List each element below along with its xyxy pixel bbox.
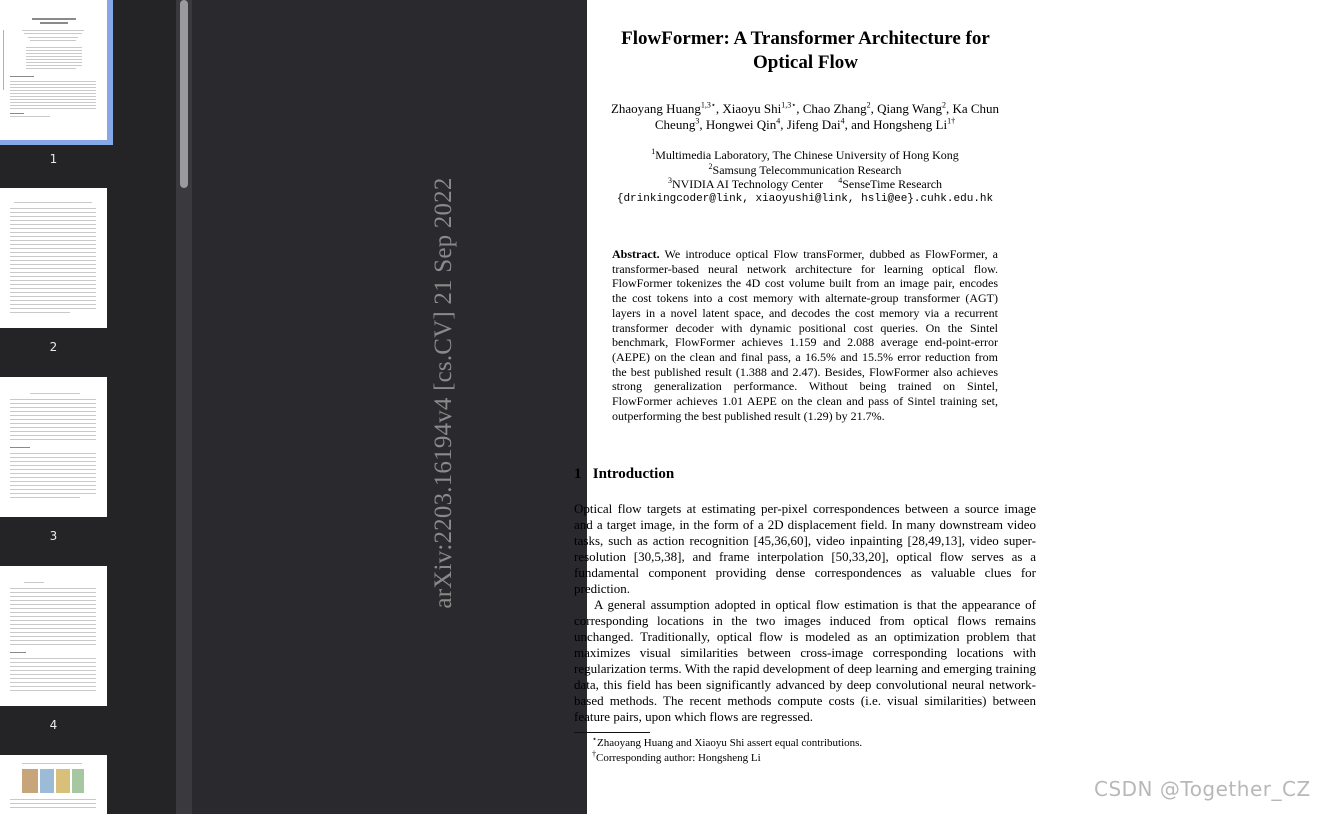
thumbnail-number: 2: [49, 340, 58, 354]
section-heading: 1 Introduction: [574, 466, 675, 482]
csdn-watermark: CSDN @Together_CZ: [1094, 777, 1311, 801]
thumbnail-2[interactable]: [0, 188, 113, 368]
abstract-label: Abstract.: [612, 247, 660, 261]
thumbnail-1[interactable]: [0, 0, 113, 170]
thumbnail-page-image: [0, 755, 107, 814]
thumbnail-page-image: [0, 188, 107, 328]
thumbnail-number: 1: [49, 152, 58, 166]
thumbnail-page-image: [0, 0, 107, 140]
paper-title: [583, 27, 1028, 75]
arxiv-stamp-text: arXiv:2203.16194v4 [cs.CV] 21 Sep 2022: [430, 177, 457, 609]
abstract: [612, 247, 998, 423]
affiliation-1: $^1$Multimedia Laboratory, The Chinese University of Hong Kong: [651, 147, 959, 162]
authors-line-2: Cheung$^3$, Hongwei Qin$^4$, Jifeng Dai$^4$, and Hongsheng $Li^{1\dagger}$: [654, 116, 956, 132]
affiliation-3-4: $^3$NVIDIA AI Technology Center $^4$SenseTime Research: [667, 176, 943, 191]
title-line-2: Optical Flow: [752, 52, 859, 73]
affiliations: [565, 148, 1045, 206]
authors-line-1: Zhaoyang Huang$^{1,3⋆}$, Xiaoyu Shi$^{1,3⋆}$, Chao Zhang$^2$, Qiang Wang$^2$, Ka Chun: [610, 100, 1000, 116]
thumbnail-page-image: [0, 566, 107, 706]
thumbnail-3[interactable]: [0, 377, 113, 557]
thumbnail-sidebar: [0, 0, 176, 814]
thumbnail-4[interactable]: [0, 566, 113, 746]
intro-paragraph-1: Optical flow targets at estimating per-pixel correspondences between a source image and a target image, in the form of a 2D displacement field. In many downstream video tasks, such as action recognition [45,36,60], video inpainting [28,49,13], video super-resolution [30,5,38], and frame interpolation [50,33,20], optical flow serves as a fundamental component providing dense correspondences as valuable clues for prediction.: [574, 501, 1036, 596]
sidebar-scroll-thumb[interactable]: [180, 0, 188, 188]
thumbnail-number: 4: [49, 718, 58, 732]
footnote-2: †Corresponding author: Hongsheng Li: [592, 749, 761, 764]
affiliation-2: $^2$Samsung Telecommunication Research: [708, 161, 902, 177]
abstract-text: We introduce optical Flow transFormer, dubbed as FlowFormer, a transformer-based neural network architecture for learning optical flow. FlowFormer tokenizes the 4D cost volume built from an image pair, encodes the cost tokens into a cost memory with alternate-group transformer (AGT) layers in a novel latent space, and decodes the cost memory via a recurrent transformer decoder with dynamic positional cost queries. On the Sintel benchmark, FlowFormer achieves 1.159 and 2.088 average end-point-error (AEPE) on the clean and final pass, a 16.5% and 15.5% error reduction from the best published result (1.388 and 2.47). Besides, FlowFormer also achieves strong generalization performance. Without being trained on Sintel, FlowFormer achieves 1.01 AEPE on the clean and pass of Sintel training set, outperforming the best published result (1.29) by 21.7%.: [612, 247, 998, 423]
footnote-rule: [574, 732, 650, 733]
title-line-1: FlowFormer: A Transformer Architecture for: [621, 28, 990, 49]
thumbnail-5[interactable]: [0, 755, 113, 814]
author-list: [565, 101, 1045, 133]
intro-paragraph-2: A general assumption adopted in optical flow estimation is that the appearance of corresponding locations in the two images induced from optical flows remains unchanged. Traditionally, optical flow is modeled as an optimization problem that maximizes visual similarities between cross-image corresponding locations with regularization terms. With the rapid development of deep learning and emerging training data, this field has been significantly advanced by deep convolutional neural network-based methods. The recent methods compute costs (i.e. visual similarities) between feature pairs, upon which flows are regressed.: [574, 597, 1036, 724]
thumbnail-page-image: [0, 377, 107, 517]
sidebar-scrollbar[interactable]: [176, 0, 192, 814]
footnote-1: ⋆Zhaoyang Huang and Xiaoyu Shi assert equal contributions.: [592, 734, 863, 749]
author-emails: {drinkingcoder@link, xiaoyushi@link, hsli@ee}.cuhk.edu.hk: [616, 192, 994, 205]
thumbnail-number: 3: [49, 529, 58, 543]
